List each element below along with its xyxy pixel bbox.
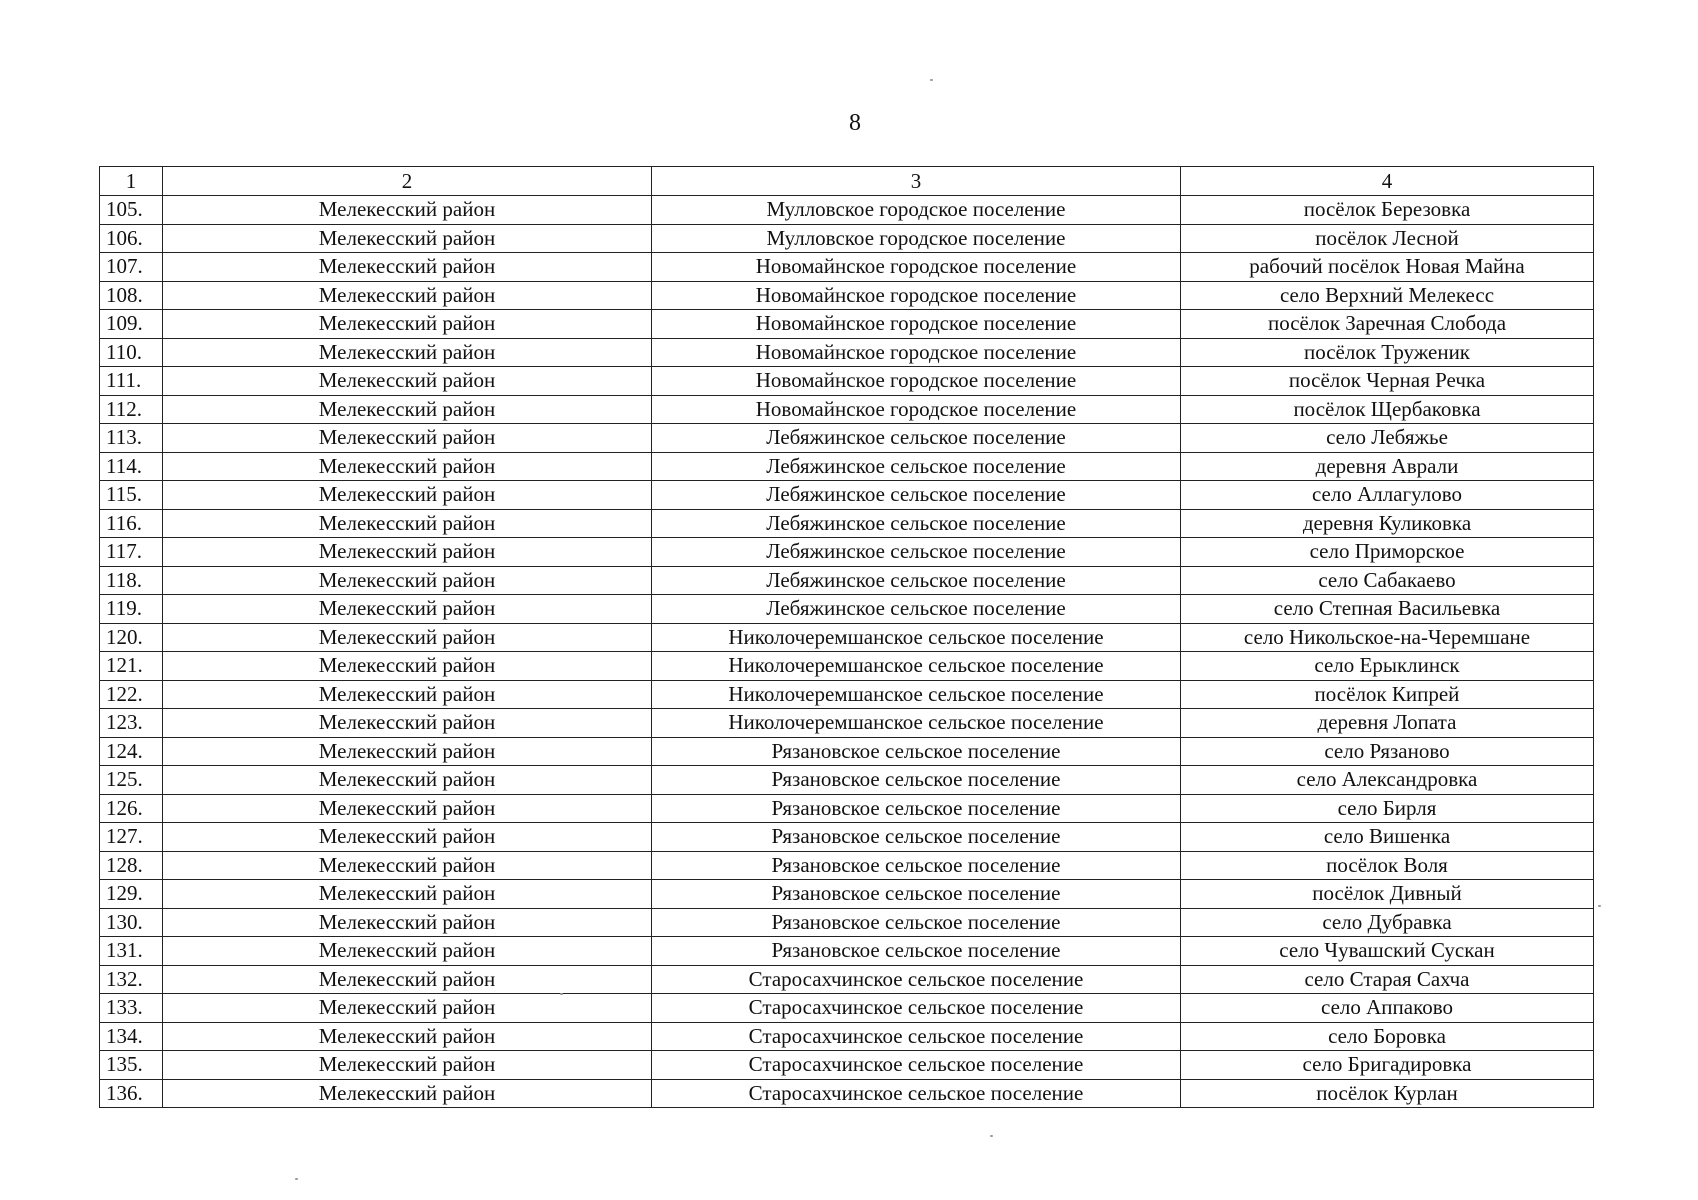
settlement-cell: Рязановское сельское поселение	[652, 766, 1181, 795]
locality-cell: село Никольское-на-Черемшане	[1181, 623, 1594, 652]
district-cell: Мелекесский район	[163, 281, 652, 310]
district-cell: Мелекесский район	[163, 1079, 652, 1108]
settlement-cell: Новомайнское городское поселение	[652, 395, 1181, 424]
settlement-cell: Лебяжинское сельское поселение	[652, 538, 1181, 567]
table-row	[100, 566, 1594, 595]
row-number-cell: 131.	[100, 937, 163, 966]
page-number: 8	[849, 110, 861, 136]
table-row	[100, 281, 1594, 310]
settlement-cell: Рязановское сельское поселение	[652, 851, 1181, 880]
locality-cell: село Бригадировка	[1181, 1051, 1594, 1080]
table-row	[100, 766, 1594, 795]
district-cell: Мелекесский район	[163, 595, 652, 624]
locality-cell: село Аллагулово	[1181, 481, 1594, 510]
table-row	[100, 367, 1594, 396]
table-row	[100, 652, 1594, 681]
locality-cell: село Вишенка	[1181, 823, 1594, 852]
table-body	[100, 196, 1594, 1108]
settlement-cell: Николочеремшанское сельское поселение	[652, 623, 1181, 652]
settlement-cell: Новомайнское городское поселение	[652, 281, 1181, 310]
row-number-cell: 136.	[100, 1079, 163, 1108]
table-header-row	[100, 167, 1594, 196]
row-number-cell: 118.	[100, 566, 163, 595]
settlement-cell: Старосахчинское сельское поселение	[652, 1022, 1181, 1051]
row-number-cell: 128.	[100, 851, 163, 880]
row-number-cell: 117.	[100, 538, 163, 567]
table-row	[100, 481, 1594, 510]
district-cell: Мелекесский район	[163, 880, 652, 909]
locality-cell: посёлок Труженик	[1181, 338, 1594, 367]
row-number-cell: 119.	[100, 595, 163, 624]
settlement-cell: Мулловское городское поселение	[652, 224, 1181, 253]
row-number-cell: 122.	[100, 680, 163, 709]
district-cell: Мелекесский район	[163, 481, 652, 510]
district-cell: Мелекесский район	[163, 424, 652, 453]
table-row	[100, 196, 1594, 225]
district-cell: Мелекесский район	[163, 851, 652, 880]
district-cell: Мелекесский район	[163, 709, 652, 738]
district-cell: Мелекесский район	[163, 509, 652, 538]
settlement-cell: Новомайнское городское поселение	[652, 310, 1181, 339]
settlement-cell: Рязановское сельское поселение	[652, 880, 1181, 909]
settlements-table	[99, 166, 1594, 1108]
row-number-cell: 120.	[100, 623, 163, 652]
locality-cell: посёлок Щербаковка	[1181, 395, 1594, 424]
locality-cell: село Аппаково	[1181, 994, 1594, 1023]
locality-cell: деревня Лопата	[1181, 709, 1594, 738]
settlement-cell: Лебяжинское сельское поселение	[652, 481, 1181, 510]
settlement-cell: Лебяжинское сельское поселение	[652, 566, 1181, 595]
row-number-cell: 108.	[100, 281, 163, 310]
table-row	[100, 737, 1594, 766]
scan-speck	[990, 1135, 993, 1137]
row-number-cell: 115.	[100, 481, 163, 510]
table-row	[100, 424, 1594, 453]
district-cell: Мелекесский район	[163, 994, 652, 1023]
locality-cell: село Приморское	[1181, 538, 1594, 567]
district-cell: Мелекесский район	[163, 623, 652, 652]
district-cell: Мелекесский район	[163, 652, 652, 681]
row-number-cell: 125.	[100, 766, 163, 795]
table-row	[100, 1079, 1594, 1108]
settlement-cell: Рязановское сельское поселение	[652, 823, 1181, 852]
settlement-cell: Новомайнское городское поселение	[652, 367, 1181, 396]
settlement-cell: Николочеремшанское сельское поселение	[652, 680, 1181, 709]
table-row	[100, 623, 1594, 652]
district-cell: Мелекесский район	[163, 452, 652, 481]
column-header-1: 1	[100, 167, 163, 196]
table-row	[100, 395, 1594, 424]
table-row	[100, 851, 1594, 880]
locality-cell: посёлок Курлан	[1181, 1079, 1594, 1108]
district-cell: Мелекесский район	[163, 367, 652, 396]
settlement-cell: Рязановское сельское поселение	[652, 908, 1181, 937]
settlement-cell: Лебяжинское сельское поселение	[652, 509, 1181, 538]
row-number-cell: 121.	[100, 652, 163, 681]
locality-cell: село Сабакаево	[1181, 566, 1594, 595]
district-cell: Мелекесский район	[163, 965, 652, 994]
table-row	[100, 880, 1594, 909]
row-number-cell: 109.	[100, 310, 163, 339]
locality-cell: село Бирля	[1181, 794, 1594, 823]
locality-cell: деревня Аврали	[1181, 452, 1594, 481]
table-row	[100, 794, 1594, 823]
district-cell: Мелекесский район	[163, 566, 652, 595]
settlement-cell: Рязановское сельское поселение	[652, 737, 1181, 766]
settlement-cell: Мулловское городское поселение	[652, 196, 1181, 225]
district-cell: Мелекесский район	[163, 794, 652, 823]
district-cell: Мелекесский район	[163, 310, 652, 339]
settlement-cell: Старосахчинское сельское поселение	[652, 1051, 1181, 1080]
column-header-4: 4	[1181, 167, 1594, 196]
row-number-cell: 135.	[100, 1051, 163, 1080]
table-row	[100, 823, 1594, 852]
table-row	[100, 224, 1594, 253]
row-number-cell: 129.	[100, 880, 163, 909]
district-cell: Мелекесский район	[163, 737, 652, 766]
row-number-cell: 113.	[100, 424, 163, 453]
locality-cell: посёлок Заречная Слобода	[1181, 310, 1594, 339]
settlement-cell: Лебяжинское сельское поселение	[652, 424, 1181, 453]
settlement-cell: Лебяжинское сельское поселение	[652, 452, 1181, 481]
settlement-cell: Рязановское сельское поселение	[652, 937, 1181, 966]
locality-cell: село Рязаново	[1181, 737, 1594, 766]
table-row	[100, 965, 1594, 994]
district-cell: Мелекесский район	[163, 937, 652, 966]
locality-cell: село Дубравка	[1181, 908, 1594, 937]
locality-cell: деревня Куликовка	[1181, 509, 1594, 538]
row-number-cell: 112.	[100, 395, 163, 424]
locality-cell: село Степная Васильевка	[1181, 595, 1594, 624]
locality-cell: посёлок Березовка	[1181, 196, 1594, 225]
locality-cell: село Старая Сахча	[1181, 965, 1594, 994]
district-cell: Мелекесский район	[163, 908, 652, 937]
district-cell: Мелекесский район	[163, 766, 652, 795]
row-number-cell: 126.	[100, 794, 163, 823]
row-number-cell: 116.	[100, 509, 163, 538]
settlement-cell: Старосахчинское сельское поселение	[652, 1079, 1181, 1108]
district-cell: Мелекесский район	[163, 1022, 652, 1051]
table-row	[100, 1051, 1594, 1080]
settlement-cell: Лебяжинское сельское поселение	[652, 595, 1181, 624]
table-row	[100, 253, 1594, 282]
locality-cell: село Ерыклинск	[1181, 652, 1594, 681]
table-row	[100, 908, 1594, 937]
locality-cell: посёлок Воля	[1181, 851, 1594, 880]
row-number-cell: 114.	[100, 452, 163, 481]
settlement-cell: Старосахчинское сельское поселение	[652, 965, 1181, 994]
row-number-cell: 133.	[100, 994, 163, 1023]
scan-speck	[560, 993, 563, 995]
district-cell: Мелекесский район	[163, 395, 652, 424]
row-number-cell: 124.	[100, 737, 163, 766]
scan-speck	[1598, 905, 1601, 907]
locality-cell: село Боровка	[1181, 1022, 1594, 1051]
settlement-cell: Старосахчинское сельское поселение	[652, 994, 1181, 1023]
settlement-cell: Николочеремшанское сельское поселение	[652, 709, 1181, 738]
table-row	[100, 595, 1594, 624]
table-row	[100, 338, 1594, 367]
table-row	[100, 538, 1594, 567]
district-cell: Мелекесский район	[163, 253, 652, 282]
district-cell: Мелекесский район	[163, 338, 652, 367]
settlement-cell: Новомайнское городское поселение	[652, 338, 1181, 367]
row-number-cell: 107.	[100, 253, 163, 282]
district-cell: Мелекесский район	[163, 196, 652, 225]
table-row	[100, 680, 1594, 709]
locality-cell: село Чувашский Сускан	[1181, 937, 1594, 966]
locality-cell: посёлок Кипрей	[1181, 680, 1594, 709]
row-number-cell: 130.	[100, 908, 163, 937]
settlement-cell: Новомайнское городское поселение	[652, 253, 1181, 282]
row-number-cell: 110.	[100, 338, 163, 367]
settlement-cell: Рязановское сельское поселение	[652, 794, 1181, 823]
table-row	[100, 509, 1594, 538]
table-row	[100, 452, 1594, 481]
district-cell: Мелекесский район	[163, 1051, 652, 1080]
row-number-cell: 132.	[100, 965, 163, 994]
table-row	[100, 994, 1594, 1023]
table-row	[100, 1022, 1594, 1051]
row-number-cell: 127.	[100, 823, 163, 852]
row-number-cell: 134.	[100, 1022, 163, 1051]
scan-speck	[930, 79, 933, 81]
locality-cell: посёлок Дивный	[1181, 880, 1594, 909]
table-row	[100, 937, 1594, 966]
row-number-cell: 106.	[100, 224, 163, 253]
district-cell: Мелекесский район	[163, 680, 652, 709]
table-row	[100, 709, 1594, 738]
locality-cell: посёлок Лесной	[1181, 224, 1594, 253]
locality-cell: село Лебяжье	[1181, 424, 1594, 453]
locality-cell: село Александровка	[1181, 766, 1594, 795]
column-header-2: 2	[163, 167, 652, 196]
district-cell: Мелекесский район	[163, 538, 652, 567]
locality-cell: рабочий посёлок Новая Майна	[1181, 253, 1594, 282]
table-row	[100, 310, 1594, 339]
row-number-cell: 111.	[100, 367, 163, 396]
row-number-cell: 105.	[100, 196, 163, 225]
row-number-cell: 123.	[100, 709, 163, 738]
district-cell: Мелекесский район	[163, 823, 652, 852]
scan-speck	[295, 1178, 298, 1180]
district-cell: Мелекесский район	[163, 224, 652, 253]
locality-cell: село Верхний Мелекесс	[1181, 281, 1594, 310]
locality-cell: посёлок Черная Речка	[1181, 367, 1594, 396]
column-header-3: 3	[652, 167, 1181, 196]
settlement-cell: Николочеремшанское сельское поселение	[652, 652, 1181, 681]
